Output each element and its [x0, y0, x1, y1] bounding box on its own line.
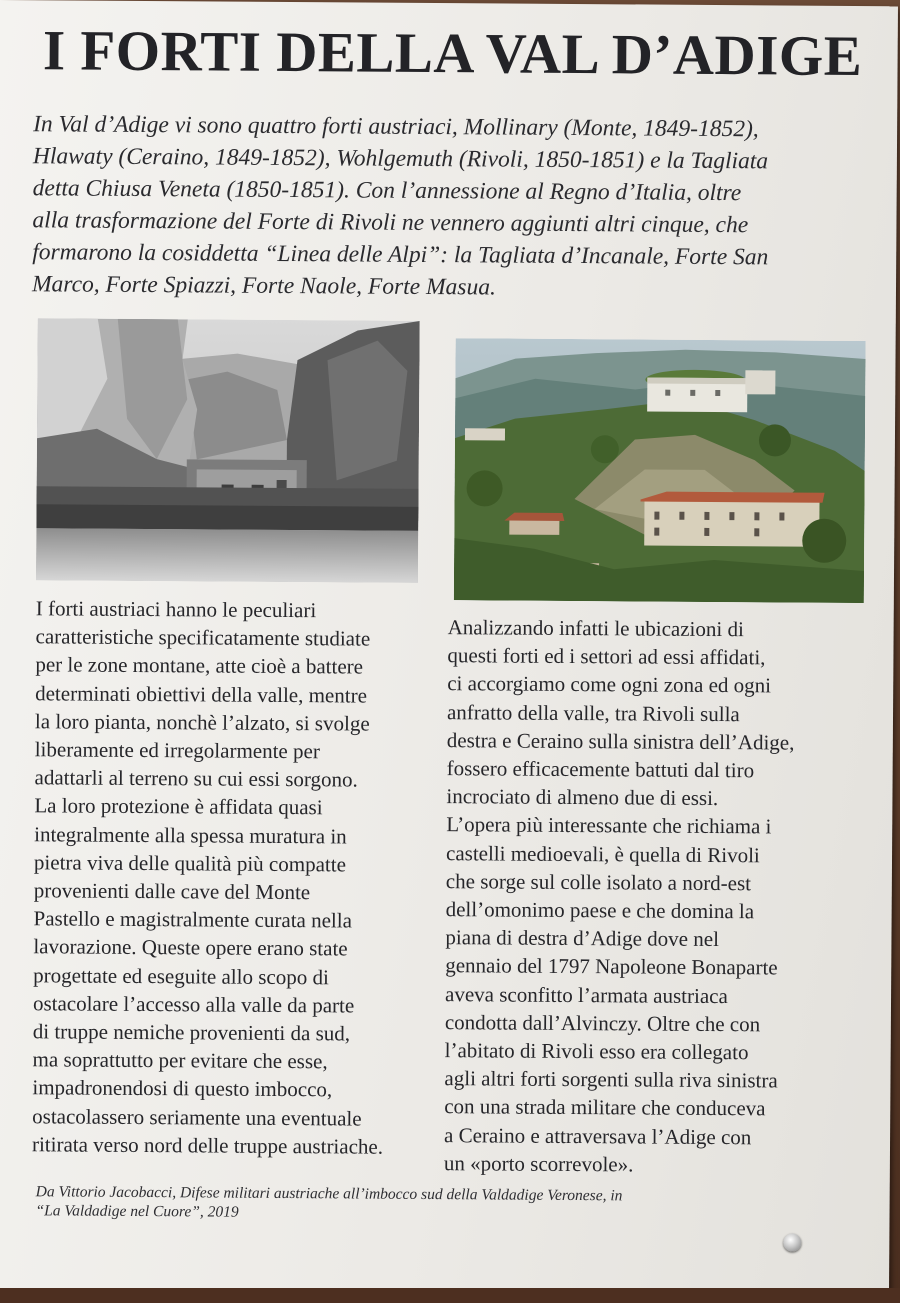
right-line: destra e Ceraino sulla sinistra dell’Adige, [446, 727, 795, 755]
left-line: di truppe nemiche provenienti da sud, [32, 1019, 351, 1046]
right-text-column [444, 613, 843, 1180]
right-line: piana di destra d’Adige dove nel [445, 925, 720, 952]
left-line: ritirata verso nord delle truppe austriache. [31, 1132, 384, 1159]
left-line: adattarli al terreno su cui essi sorgono. [34, 765, 358, 792]
right-line: ci accorgiamo come ogni zona ed ogni [447, 671, 772, 698]
caption-line: “La Valdadige nel Cuore”, 2019 [35, 1202, 239, 1221]
right-line: che sorge sul colle isolato a nord-est [445, 868, 752, 896]
right-line: aveva sconfitto l’armata austriaca [444, 981, 728, 1008]
left-line: I forti austriaci hanno le peculiari [35, 596, 317, 623]
right-line: incrociato di almeno due di essi. [446, 784, 719, 811]
right-line: Analizzando infatti le ubicazioni di [447, 615, 744, 642]
intro-line: In Val d’Adige vi sono quattro forti austriaci, Mollinary (Monte, 1849-1852), [33, 111, 759, 143]
right-line: questi forti ed i settori ad essi affidati, [447, 643, 766, 670]
source-caption [35, 1182, 825, 1226]
intro-paragraph [32, 108, 883, 306]
left-line: impadronendosi di questo imbocco, [32, 1075, 333, 1102]
left-line: liberamente ed irregolarmente per [34, 737, 320, 764]
right-line: un «porto scorrevole». [443, 1150, 634, 1177]
left-line: determinati obiettivi della valle, mentre [35, 680, 368, 708]
left-line: ostacolassero seriamente una eventuale [32, 1103, 362, 1131]
intro-line: alla trasformazione del Forte di Rivoli ne vennero aggiunti altri cinque, che [32, 207, 749, 239]
left-line: progettate ed eseguite allo scopo di [33, 962, 329, 989]
right-line: fossero efficacemente battuti dal tiro [446, 756, 755, 783]
left-text-column [32, 594, 416, 1161]
intro-line: detta Chiusa Veneta (1850-1851). Con l’annessione al Regno d’Italia, oltre [32, 175, 742, 207]
left-line: provenienti dalle cave del Monte [33, 878, 311, 905]
right-line: castelli medioevali, è quella di Rivoli [445, 840, 760, 867]
intro-line: formarono la cosiddetta “Linea delle Alpi”: la Tagliata d’Incanale, Forte San [32, 239, 769, 271]
caption-line: Da Vittorio Jacobacci, Difese militari austriache all’imbocco sud della Valdadige Veronese, in [35, 1183, 623, 1205]
left-line: caratteristiche specificatamente studiate [35, 624, 371, 651]
right-line: a Ceraino e attraversava l’Adige con [444, 1122, 752, 1149]
intro-line: Hlawaty (Ceraino, 1849-1852), Wohlgemuth (Rivoli, 1850-1851) e la Tagliata [32, 143, 769, 175]
right-line: condotta dall’Alvinczy. Oltre che con [444, 1009, 761, 1037]
left-line: la loro pianta, nonchè l’alzato, si svolge [34, 709, 370, 736]
left-line: per le zone montane, atte cioè a battere [35, 652, 364, 679]
historic-fort-photo [36, 318, 420, 583]
sign-title: I FORTI DELLA VAL D’ADIGE [42, 19, 863, 89]
left-line: ma soprattutto per evitare che esse, [32, 1047, 328, 1074]
right-line: l’abitato di Rivoli esso era collegato [444, 1038, 749, 1065]
intro-line: Marco, Forte Spiazzi, Forte Naole, Forte Masua. [31, 271, 496, 301]
right-line: dell’omonimo paese e che domina la [445, 897, 755, 924]
right-line: anfratto della valle, tra Rivoli sulla [446, 699, 740, 726]
right-line: gennaio del 1797 Napoleone Bonaparte [445, 953, 778, 980]
left-line: integralmente alla spessa muratura in [34, 821, 347, 849]
left-line: La loro protezione è affidata quasi [34, 793, 323, 820]
rivoli-fort-photo [454, 338, 866, 603]
left-line: Pastello e magistralmente curata nella [33, 906, 353, 933]
right-line: L’opera più interessante che richiama i [446, 812, 772, 839]
left-line: ostacolare l’accesso alla valle da parte [32, 991, 355, 1018]
mounting-screw-icon [783, 1233, 801, 1251]
right-line: con una strada militare che conduceva [444, 1094, 766, 1121]
rusted-frame [0, 1288, 900, 1303]
right-line: agli altri forti sorgenti sulla riva sinistra [444, 1066, 778, 1093]
left-line: pietra viva delle qualità più compatte [33, 850, 347, 877]
left-line: lavorazione. Queste opere erano state [33, 934, 348, 961]
